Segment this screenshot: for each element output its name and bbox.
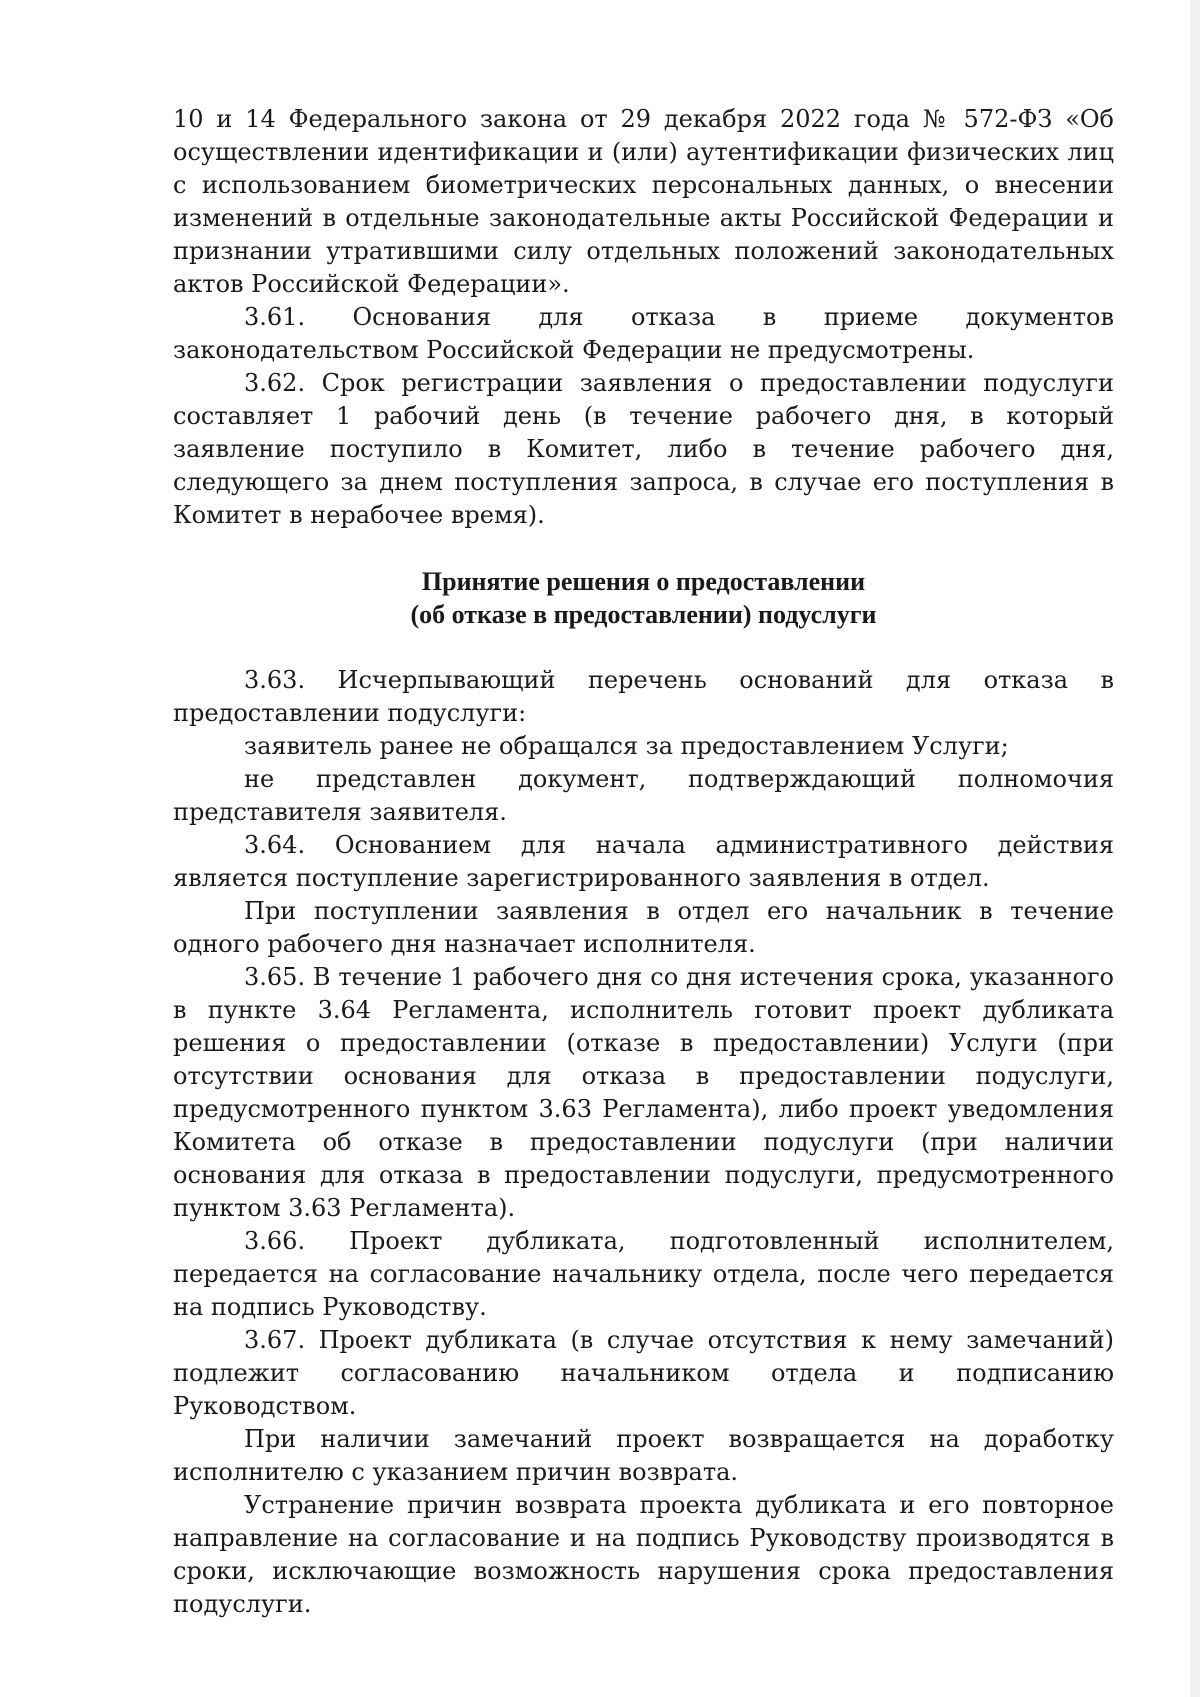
paragraph-remarks-return: При наличии замечаний проект возвращается на доработку исполнителю с указанием причин возврата.: [173, 1425, 1114, 1486]
paragraph-3-61: 3.61. Основания для отказа в приеме документов законодательством Российской Федерации не предусмотрены.: [173, 303, 1114, 364]
section-heading-line-1: Принятие решения о предоставлении: [421, 567, 866, 596]
section-heading: [173, 565, 1114, 631]
paragraph-resubmission: Устранение причин возврата проекта дубликата и его повторное направление на согласование и на подпись Руководству производятся в сроки, исключающие возможность нарушения срока предоставления подуслуги.: [173, 1491, 1114, 1618]
list-item-ground-2: не представлен документ, подтверждающий полномочия представителя заявителя.: [173, 765, 1114, 826]
paragraph-assign-executor: При поступлении заявления в отдел его начальник в течение одного рабочего дня назначает исполнителя.: [173, 897, 1114, 958]
list-item-ground-1: заявитель ранее не обращался за предоставлением Услуги;: [244, 732, 1009, 760]
paragraph-3-63: 3.63. Исчерпывающий перечень оснований для отказа в предоставлении подуслуги:: [173, 666, 1114, 727]
paragraph-3-67: 3.67. Проект дубликата (в случае отсутствия к нему замечаний) подлежит согласованию начальником отдела и подписанию Руководством.: [173, 1326, 1114, 1420]
paragraph-3-66: 3.66. Проект дубликата, подготовленный исполнителем, передается на согласование начальнику отдела, после чего передается на подпись Руководству.: [173, 1227, 1114, 1321]
document-body: [173, 103, 1114, 1621]
section-heading-line-2: (об отказе в предоставлении) подуслуги: [410, 600, 877, 629]
paragraph-3-64: 3.64. Основанием для начала административного действия является поступление зарегистрированного заявления в отдел.: [173, 831, 1114, 892]
paragraph-law-reference: 10 и 14 Федерального закона от 29 декабря 2022 года № 572-ФЗ «Об осуществлении идентификации и (или) аутентификации физических лиц с использованием биометрических персональных данных, о внесении изменений в отдельные законодательные акты Российской Федерации и признании утратившими силу отдельных положений законодательных актов Российской Федерации».: [173, 105, 1114, 298]
paragraph-3-65: 3.65. В течение 1 рабочего дня со дня истечения срока, указанного в пункте 3.64 Регламента, исполнитель готовит проект дубликата решения о предоставлении (отказе в предоставлении) Услуги (при отсутствии основания для отказа в предоставлении подуслуги, предусмотренного пунктом 3.63 Регламента), либо проект уведомления Комитета об отказе в предоставлении подуслуги (при наличии основания для отказа в предоставлении подуслуги, предусмотренного пунктом 3.63 Регламента).: [173, 963, 1114, 1222]
paragraph-3-62: 3.62. Срок регистрации заявления о предоставлении подуслуги составляет 1 рабочий день (в течение рабочего дня, в который заявление поступило в Комитет, либо в течение рабочего дня, следующего за днем поступления запроса, в случае его поступления в Комитет в нерабочее время).: [173, 369, 1114, 529]
